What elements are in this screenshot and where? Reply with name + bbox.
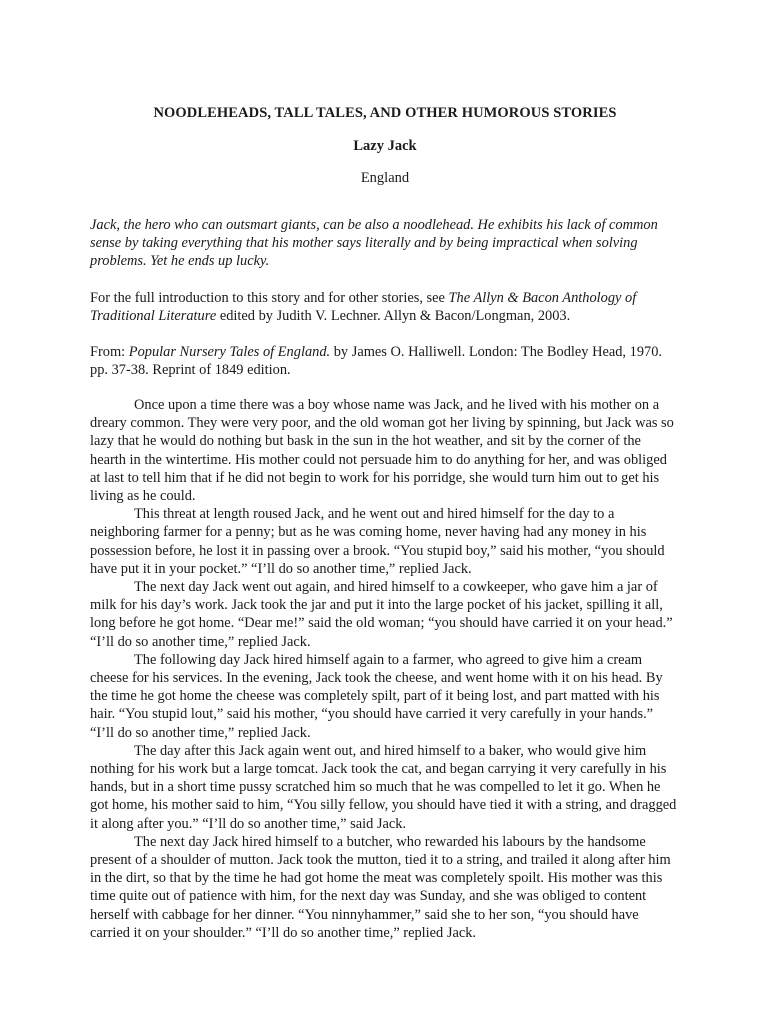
full-intro-suffix: edited by Judith V. Lechner. Allyn & Bacon/Longman, 2003. [216,308,571,324]
story-paragraph: The next day Jack hired himself to a butcher, who rewarded his labours by the handsome present of a shoulder of mutton. Jack took the mutton, tied it to a string, and trailed it along after him in the dirt, so that by the time he had got home the meat was completely spoilt. His mother was this time quite out of patience with him, for the next day was Sunday, and she was obliged to content herself with cabbage for her dinner. “You ninnyhammer,” said she to her son, “you should have carried it on your shoulder.” “I’ll do so another time,” replied Jack. [90,833,671,941]
story-body [90,396,680,942]
source-citation [90,343,680,379]
story-paragraph: The day after this Jack again went out, and hired himself to a baker, who would give him nothing for his work but a large tomcat. Jack took the cat, and began carrying it very carefully in his hands, but in a short time pussy scratched him so much that he was compelled to let it go. When he got home, his mother said to him, “You silly fellow, you should have tied it with a string, and dragged it along after you.” “I’ll do so another time,” said Jack. [90,742,677,832]
source-prefix: From: [90,344,129,360]
full-intro-prefix: For the full introduction to this story and for other stories, see [90,290,449,306]
intro-paragraph: Jack, the hero who can outsmart giants, can be also a noodlehead. He exhibits his lack of common sense by taking everything that his mother says literally and by being impractical when solving problems. Yet he ends up lucky. [90,217,658,269]
story-paragraph: This threat at length roused Jack, and he went out and hired himself for the day to a neighboring farmer for a penny; but as he was coming home, never having had any money in his possession before, he lost it in passing over a brook. “You stupid boy,” said his mother, “you should have put it in your pocket.” “I’ll do so another time,” replied Jack. [90,506,665,577]
story-paragraph: Once upon a time there was a boy whose name was Jack, and he lived with his mother on a dreary common. They were very poor, and the old woman got her living by spinning, but Jack was so lazy that he would do nothing but bask in the sun in the hot weather, and sit by the corner of the hearth in the wintertime. His mother could not persuade him to do anything for her, and was obliged at last to tell him that if he did not begin to work for his porridge, she would turn him out to get his living as he could. [90,397,674,505]
story-origin: England [360,170,410,186]
story-paragraph: The following day Jack hired himself again to a farmer, who agreed to give him a cream cheese for his services. In the evening, Jack took the cheese, and went home with it on his head. By the time he got home the cheese was completely spilt, part of it being lost, and part matted with his hair. “You stupid lout,” said his mother, “you should have carried it very carefully in your hands.” “I’ll do so another time,” replied Jack. [90,651,663,741]
document-title: NOODLEHEADS, TALL TALES, AND OTHER HUMOROUS STORIES [153,105,617,121]
source-book-title: Popular Nursery Tales of England. [128,344,331,360]
story-paragraph: The next day Jack went out again, and hired himself to a cowkeeper, who gave him a jar of milk for his day’s work. Jack took the jar and put it into the large pocket of his jacket, spilling it all, long before he got home. “Dear me!” said the old woman; “you should have carried it on your head.” “I’ll do so another time,” replied Jack. [90,579,673,650]
full-introduction-note [90,289,680,325]
source-suffix: by James O. Halliwell. London: The Bodley Head, 1970. pp. 37-38. Reprint of 1849 edition. [90,344,663,378]
anthology-title: The Allyn & Bacon Anthology of Traditional Literature [90,290,637,324]
story-title: Lazy Jack [353,138,417,154]
